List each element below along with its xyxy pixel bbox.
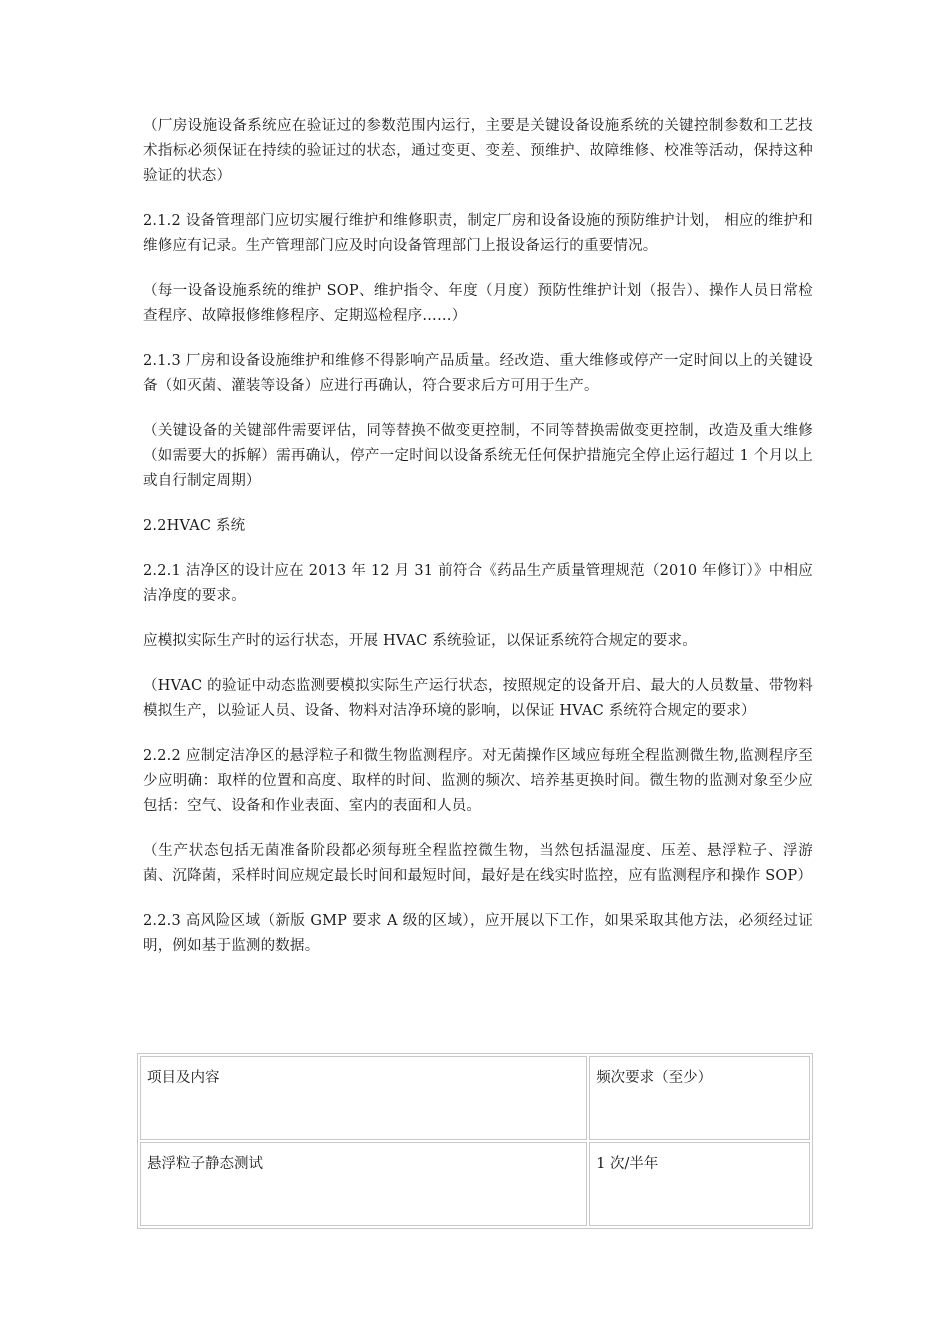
table-header-frequency: 频次要求（至少） bbox=[589, 1056, 810, 1140]
paragraph-hvac-validation: 应模拟实际生产时的运行状态，开展 HVAC 系统验证，以保证系统符合规定的要求。 bbox=[143, 633, 697, 649]
table-header-item: 项目及内容 bbox=[140, 1056, 587, 1140]
section-heading-hvac: 2.2HVAC 系统 bbox=[143, 518, 246, 534]
table-row bbox=[140, 1142, 810, 1226]
table-cell-frequency: 1 次/半年 bbox=[589, 1142, 810, 1226]
paragraph-2-1-2: 2.1.2 设备管理部门应切实履行维护和维修职责，制定厂房和设备设施的预防维护计划， 相应的维护和维修应有记录。生产管理部门应及时向设备管理部门上报设备运行的重要情况。 bbox=[143, 213, 813, 254]
paragraph-2-2-2: 2.2.2 应制定洁净区的悬浮粒子和微生物监测程序。对无菌操作区域应每班全程监测微生物,监测程序至少应明确：取样的位置和高度、取样的时间、监测的频次、培养基更换时间。微生物的监测对象至少应包括：空气、设备和作业表面、室内的表面和人员。 bbox=[143, 748, 813, 814]
document-body bbox=[143, 114, 813, 979]
paragraph-hvac-note: （HVAC 的验证中动态监测要模拟实际生产运行状态，按照规定的设备开启、最大的人员数量、带物料模拟生产，以验证人员、设备、物料对洁净环境的影响，以保证 HVAC 系统符合规定的要求） bbox=[143, 678, 813, 719]
paragraph-validation-note: （厂房设施设备系统应在验证过的参数范围内运行，主要是关键设备设施系统的关键控制参数和工艺技术指标必须保证在持续的验证过的状态，通过变更、变差、预维护、故障维修、校准等活动，保持这种验证的状态） bbox=[143, 118, 813, 184]
requirements-table bbox=[137, 1053, 813, 1229]
table-header-row bbox=[140, 1056, 810, 1140]
paragraph-key-parts-note: （关键设备的关键部件需要评估，同等替换不做变更控制，不同等替换需做变更控制，改造及重大维修（如需要大的拆解）需再确认，停产一定时间以设备系统无任何保护措施完全停止运行超过 1 个月以上或自行制定周期） bbox=[143, 423, 813, 489]
paragraph-maintenance-note: （每一设备设施系统的维护 SOP、维护指令、年度（月度）预防性维护计划（报告）、操作人员日常检查程序、故障报修维修程序、定期巡检程序……） bbox=[143, 283, 813, 324]
paragraph-2-2-3: 2.2.3 高风险区域（新版 GMP 要求 A 级的区域），应开展以下工作，如果采取其他方法，必须经过证明，例如基于监测的数据。 bbox=[143, 913, 813, 954]
paragraph-2-2-1: 2.2.1 洁净区的设计应在 2013 年 12 月 31 前符合《药品生产质量管理规范（2010 年修订）》中相应洁净度的要求。 bbox=[143, 563, 813, 604]
table-cell-item: 悬浮粒子静态测试 bbox=[140, 1142, 587, 1226]
paragraph-monitoring-note: （生产状态包括无菌准备阶段都必须每班全程监控微生物，当然包括温湿度、压差、悬浮粒子、浮游菌、沉降菌，采样时间应规定最长时间和最短时间，最好是在线实时监控，应有监测程序和操作 SOP） bbox=[143, 843, 813, 884]
paragraph-2-1-3: 2.1.3 厂房和设备设施维护和维修不得影响产品质量。经改造、重大维修或停产一定时间以上的关键设备（如灭菌、灌装等设备）应进行再确认，符合要求后方可用于生产。 bbox=[143, 353, 813, 394]
